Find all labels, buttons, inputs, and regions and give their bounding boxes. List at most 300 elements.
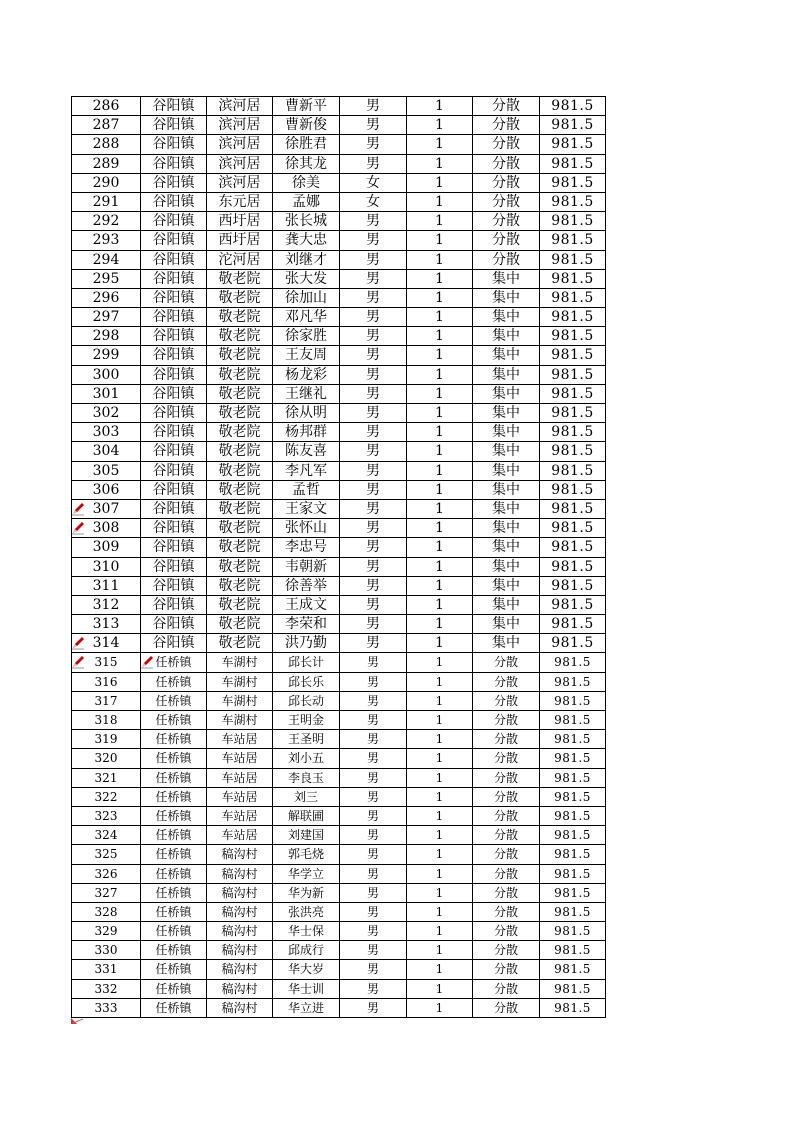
name-cell[interactable]	[273, 519, 340, 538]
count-cell[interactable]	[407, 806, 473, 825]
gender-cell[interactable]	[340, 173, 407, 192]
name-cell[interactable]	[273, 97, 340, 116]
village-cell[interactable]	[207, 653, 273, 672]
name-cell[interactable]	[273, 634, 340, 653]
village-cell[interactable]	[207, 442, 273, 461]
town-cell[interactable]	[141, 615, 207, 634]
count-cell[interactable]	[407, 922, 473, 941]
amount-cell[interactable]	[540, 461, 606, 480]
count-cell[interactable]	[407, 269, 473, 288]
row-number[interactable]	[72, 672, 141, 691]
gender-cell[interactable]	[340, 519, 407, 538]
amount-cell[interactable]	[540, 979, 606, 998]
mode-cell[interactable]	[473, 173, 540, 192]
gender-cell[interactable]	[340, 845, 407, 864]
town-cell[interactable]	[141, 154, 207, 173]
gender-cell[interactable]	[340, 672, 407, 691]
mode-cell[interactable]	[473, 192, 540, 211]
count-cell[interactable]	[407, 308, 473, 327]
mode-cell[interactable]	[473, 231, 540, 250]
town-cell[interactable]	[141, 116, 207, 135]
gender-cell[interactable]	[340, 691, 407, 710]
count-cell[interactable]	[407, 116, 473, 135]
count-cell[interactable]	[407, 864, 473, 883]
town-cell[interactable]	[141, 192, 207, 211]
mode-cell[interactable]	[473, 653, 540, 672]
row-number[interactable]	[72, 595, 141, 614]
row-number[interactable]	[72, 691, 141, 710]
row-number[interactable]	[72, 864, 141, 883]
gender-cell[interactable]	[340, 634, 407, 653]
gender-cell[interactable]	[340, 711, 407, 730]
amount-cell[interactable]	[540, 595, 606, 614]
amount-cell[interactable]	[540, 806, 606, 825]
name-cell[interactable]	[273, 806, 340, 825]
count-cell[interactable]	[407, 730, 473, 749]
mode-cell[interactable]	[473, 423, 540, 442]
amount-cell[interactable]	[540, 212, 606, 231]
row-number[interactable]	[72, 979, 141, 998]
count-cell[interactable]	[407, 615, 473, 634]
name-cell[interactable]	[273, 269, 340, 288]
name-cell[interactable]	[273, 595, 340, 614]
village-cell[interactable]	[207, 557, 273, 576]
town-cell[interactable]	[141, 941, 207, 960]
village-cell[interactable]	[207, 327, 273, 346]
mode-cell[interactable]	[473, 557, 540, 576]
village-cell[interactable]	[207, 384, 273, 403]
gender-cell[interactable]	[340, 806, 407, 825]
count-cell[interactable]	[407, 346, 473, 365]
gender-cell[interactable]	[340, 826, 407, 845]
row-number[interactable]	[72, 768, 141, 787]
count-cell[interactable]	[407, 480, 473, 499]
row-number[interactable]	[72, 749, 141, 768]
mode-cell[interactable]	[473, 615, 540, 634]
gender-cell[interactable]	[340, 308, 407, 327]
amount-cell[interactable]	[540, 576, 606, 595]
village-cell[interactable]	[207, 595, 273, 614]
name-cell[interactable]	[273, 653, 340, 672]
count-cell[interactable]	[407, 404, 473, 423]
count-cell[interactable]	[407, 826, 473, 845]
gender-cell[interactable]	[340, 461, 407, 480]
village-cell[interactable]	[207, 499, 273, 518]
amount-cell[interactable]	[540, 384, 606, 403]
count-cell[interactable]	[407, 768, 473, 787]
count-cell[interactable]	[407, 288, 473, 307]
mode-cell[interactable]	[473, 883, 540, 902]
gender-cell[interactable]	[340, 960, 407, 979]
town-cell[interactable]	[141, 346, 207, 365]
comment-pencil-icon[interactable]	[72, 655, 86, 669]
village-cell[interactable]	[207, 902, 273, 921]
name-cell[interactable]	[273, 979, 340, 998]
row-number[interactable]	[72, 365, 141, 384]
town-cell[interactable]	[141, 404, 207, 423]
amount-cell[interactable]	[540, 327, 606, 346]
mode-cell[interactable]	[473, 864, 540, 883]
gender-cell[interactable]	[340, 883, 407, 902]
mode-cell[interactable]	[473, 365, 540, 384]
row-number[interactable]	[72, 711, 141, 730]
name-cell[interactable]	[273, 672, 340, 691]
amount-cell[interactable]	[540, 480, 606, 499]
name-cell[interactable]	[273, 173, 340, 192]
town-cell[interactable]	[141, 250, 207, 269]
row-number[interactable]	[72, 883, 141, 902]
row-number[interactable]	[72, 576, 141, 595]
village-cell[interactable]	[207, 749, 273, 768]
name-cell[interactable]	[273, 423, 340, 442]
town-cell[interactable]	[141, 653, 207, 672]
name-cell[interactable]	[273, 845, 340, 864]
name-cell[interactable]	[273, 480, 340, 499]
row-number[interactable]	[72, 806, 141, 825]
name-cell[interactable]	[273, 711, 340, 730]
name-cell[interactable]	[273, 864, 340, 883]
amount-cell[interactable]	[540, 404, 606, 423]
gender-cell[interactable]	[340, 730, 407, 749]
gender-cell[interactable]	[340, 749, 407, 768]
row-number[interactable]	[72, 269, 141, 288]
gender-cell[interactable]	[340, 922, 407, 941]
amount-cell[interactable]	[540, 845, 606, 864]
count-cell[interactable]	[407, 442, 473, 461]
gender-cell[interactable]	[340, 576, 407, 595]
amount-cell[interactable]	[540, 691, 606, 710]
amount-cell[interactable]	[540, 231, 606, 250]
mode-cell[interactable]	[473, 634, 540, 653]
mode-cell[interactable]	[473, 519, 540, 538]
town-cell[interactable]	[141, 979, 207, 998]
mode-cell[interactable]	[473, 288, 540, 307]
amount-cell[interactable]	[540, 192, 606, 211]
count-cell[interactable]	[407, 653, 473, 672]
mode-cell[interactable]	[473, 998, 540, 1017]
count-cell[interactable]	[407, 711, 473, 730]
town-cell[interactable]	[141, 480, 207, 499]
town-cell[interactable]	[141, 787, 207, 806]
amount-cell[interactable]	[540, 97, 606, 116]
town-cell[interactable]	[141, 365, 207, 384]
town-cell[interactable]	[141, 499, 207, 518]
row-number[interactable]	[72, 212, 141, 231]
row-number[interactable]	[72, 922, 141, 941]
row-number[interactable]	[72, 845, 141, 864]
row-number[interactable]	[72, 442, 141, 461]
mode-cell[interactable]	[473, 327, 540, 346]
row-number[interactable]	[72, 231, 141, 250]
name-cell[interactable]	[273, 615, 340, 634]
name-cell[interactable]	[273, 749, 340, 768]
town-cell[interactable]	[141, 557, 207, 576]
amount-cell[interactable]	[540, 730, 606, 749]
town-cell[interactable]	[141, 845, 207, 864]
gender-cell[interactable]	[340, 116, 407, 135]
village-cell[interactable]	[207, 154, 273, 173]
gender-cell[interactable]	[340, 423, 407, 442]
mode-cell[interactable]	[473, 672, 540, 691]
town-cell[interactable]	[141, 135, 207, 154]
mode-cell[interactable]	[473, 826, 540, 845]
name-cell[interactable]	[273, 327, 340, 346]
gender-cell[interactable]	[340, 250, 407, 269]
row-number[interactable]	[72, 384, 141, 403]
row-number[interactable]	[72, 480, 141, 499]
amount-cell[interactable]	[540, 960, 606, 979]
amount-cell[interactable]	[540, 653, 606, 672]
mode-cell[interactable]	[473, 711, 540, 730]
mode-cell[interactable]	[473, 960, 540, 979]
gender-cell[interactable]	[340, 653, 407, 672]
mode-cell[interactable]	[473, 595, 540, 614]
count-cell[interactable]	[407, 423, 473, 442]
town-cell[interactable]	[141, 308, 207, 327]
count-cell[interactable]	[407, 998, 473, 1017]
name-cell[interactable]	[273, 461, 340, 480]
count-cell[interactable]	[407, 749, 473, 768]
count-cell[interactable]	[407, 250, 473, 269]
row-number[interactable]	[72, 250, 141, 269]
amount-cell[interactable]	[540, 154, 606, 173]
village-cell[interactable]	[207, 192, 273, 211]
amount-cell[interactable]	[540, 998, 606, 1017]
gender-cell[interactable]	[340, 231, 407, 250]
amount-cell[interactable]	[540, 135, 606, 154]
town-cell[interactable]	[141, 902, 207, 921]
amount-cell[interactable]	[540, 883, 606, 902]
mode-cell[interactable]	[473, 845, 540, 864]
row-number[interactable]	[72, 288, 141, 307]
count-cell[interactable]	[407, 595, 473, 614]
row-number[interactable]	[72, 538, 141, 557]
name-cell[interactable]	[273, 902, 340, 921]
count-cell[interactable]	[407, 883, 473, 902]
mode-cell[interactable]	[473, 346, 540, 365]
village-cell[interactable]	[207, 308, 273, 327]
village-cell[interactable]	[207, 960, 273, 979]
mode-cell[interactable]	[473, 97, 540, 116]
amount-cell[interactable]	[540, 749, 606, 768]
gender-cell[interactable]	[340, 212, 407, 231]
mode-cell[interactable]	[473, 154, 540, 173]
mode-cell[interactable]	[473, 135, 540, 154]
village-cell[interactable]	[207, 231, 273, 250]
name-cell[interactable]	[273, 308, 340, 327]
town-cell[interactable]	[141, 634, 207, 653]
town-cell[interactable]	[141, 212, 207, 231]
village-cell[interactable]	[207, 212, 273, 231]
row-number[interactable]	[72, 902, 141, 921]
village-cell[interactable]	[207, 691, 273, 710]
village-cell[interactable]	[207, 922, 273, 941]
row-number[interactable]	[72, 327, 141, 346]
village-cell[interactable]	[207, 998, 273, 1017]
row-number[interactable]	[72, 423, 141, 442]
village-cell[interactable]	[207, 634, 273, 653]
gender-cell[interactable]	[340, 384, 407, 403]
gender-cell[interactable]	[340, 979, 407, 998]
town-cell[interactable]	[141, 998, 207, 1017]
gender-cell[interactable]	[340, 615, 407, 634]
town-cell[interactable]	[141, 442, 207, 461]
count-cell[interactable]	[407, 672, 473, 691]
count-cell[interactable]	[407, 212, 473, 231]
mode-cell[interactable]	[473, 308, 540, 327]
gender-cell[interactable]	[340, 998, 407, 1017]
name-cell[interactable]	[273, 231, 340, 250]
name-cell[interactable]	[273, 346, 340, 365]
amount-cell[interactable]	[540, 941, 606, 960]
mode-cell[interactable]	[473, 116, 540, 135]
town-cell[interactable]	[141, 711, 207, 730]
town-cell[interactable]	[141, 922, 207, 941]
name-cell[interactable]	[273, 730, 340, 749]
amount-cell[interactable]	[540, 346, 606, 365]
town-cell[interactable]	[141, 269, 207, 288]
gender-cell[interactable]	[340, 442, 407, 461]
name-cell[interactable]	[273, 154, 340, 173]
name-cell[interactable]	[273, 538, 340, 557]
village-cell[interactable]	[207, 173, 273, 192]
gender-cell[interactable]	[340, 192, 407, 211]
village-cell[interactable]	[207, 423, 273, 442]
amount-cell[interactable]	[540, 864, 606, 883]
village-cell[interactable]	[207, 269, 273, 288]
mode-cell[interactable]	[473, 806, 540, 825]
village-cell[interactable]	[207, 519, 273, 538]
village-cell[interactable]	[207, 826, 273, 845]
amount-cell[interactable]	[540, 250, 606, 269]
gender-cell[interactable]	[340, 269, 407, 288]
gender-cell[interactable]	[340, 902, 407, 921]
town-cell[interactable]	[141, 864, 207, 883]
town-cell[interactable]	[141, 538, 207, 557]
gender-cell[interactable]	[340, 941, 407, 960]
village-cell[interactable]	[207, 135, 273, 154]
town-cell[interactable]	[141, 730, 207, 749]
name-cell[interactable]	[273, 365, 340, 384]
town-cell[interactable]	[141, 595, 207, 614]
row-number[interactable]	[72, 192, 141, 211]
village-cell[interactable]	[207, 250, 273, 269]
mode-cell[interactable]	[473, 212, 540, 231]
count-cell[interactable]	[407, 634, 473, 653]
name-cell[interactable]	[273, 576, 340, 595]
mode-cell[interactable]	[473, 404, 540, 423]
count-cell[interactable]	[407, 960, 473, 979]
mode-cell[interactable]	[473, 691, 540, 710]
village-cell[interactable]	[207, 288, 273, 307]
amount-cell[interactable]	[540, 499, 606, 518]
name-cell[interactable]	[273, 998, 340, 1017]
name-cell[interactable]	[273, 922, 340, 941]
name-cell[interactable]	[273, 691, 340, 710]
mode-cell[interactable]	[473, 576, 540, 595]
count-cell[interactable]	[407, 902, 473, 921]
village-cell[interactable]	[207, 787, 273, 806]
town-cell[interactable]	[141, 327, 207, 346]
gender-cell[interactable]	[340, 346, 407, 365]
row-number[interactable]	[72, 998, 141, 1017]
count-cell[interactable]	[407, 499, 473, 518]
mode-cell[interactable]	[473, 979, 540, 998]
gender-cell[interactable]	[340, 288, 407, 307]
count-cell[interactable]	[407, 787, 473, 806]
row-number[interactable]	[72, 960, 141, 979]
mode-cell[interactable]	[473, 787, 540, 806]
mode-cell[interactable]	[473, 538, 540, 557]
gender-cell[interactable]	[340, 480, 407, 499]
gender-cell[interactable]	[340, 557, 407, 576]
mode-cell[interactable]	[473, 269, 540, 288]
village-cell[interactable]	[207, 576, 273, 595]
count-cell[interactable]	[407, 576, 473, 595]
town-cell[interactable]	[141, 519, 207, 538]
town-cell[interactable]	[141, 806, 207, 825]
row-number[interactable]	[72, 941, 141, 960]
gender-cell[interactable]	[340, 768, 407, 787]
count-cell[interactable]	[407, 97, 473, 116]
amount-cell[interactable]	[540, 423, 606, 442]
village-cell[interactable]	[207, 806, 273, 825]
village-cell[interactable]	[207, 730, 273, 749]
amount-cell[interactable]	[540, 116, 606, 135]
mode-cell[interactable]	[473, 250, 540, 269]
name-cell[interactable]	[273, 768, 340, 787]
gender-cell[interactable]	[340, 327, 407, 346]
row-number[interactable]	[72, 615, 141, 634]
amount-cell[interactable]	[540, 519, 606, 538]
gender-cell[interactable]	[340, 97, 407, 116]
count-cell[interactable]	[407, 941, 473, 960]
town-cell[interactable]	[141, 672, 207, 691]
mode-cell[interactable]	[473, 941, 540, 960]
row-number[interactable]	[72, 826, 141, 845]
amount-cell[interactable]	[540, 442, 606, 461]
row-number[interactable]	[72, 173, 141, 192]
gender-cell[interactable]	[340, 787, 407, 806]
village-cell[interactable]	[207, 979, 273, 998]
amount-cell[interactable]	[540, 902, 606, 921]
amount-cell[interactable]	[540, 672, 606, 691]
village-cell[interactable]	[207, 845, 273, 864]
amount-cell[interactable]	[540, 711, 606, 730]
row-number[interactable]	[72, 346, 141, 365]
amount-cell[interactable]	[540, 634, 606, 653]
mode-cell[interactable]	[473, 384, 540, 403]
row-number[interactable]	[72, 97, 141, 116]
name-cell[interactable]	[273, 404, 340, 423]
name-cell[interactable]	[273, 826, 340, 845]
village-cell[interactable]	[207, 404, 273, 423]
count-cell[interactable]	[407, 154, 473, 173]
town-cell[interactable]	[141, 960, 207, 979]
mode-cell[interactable]	[473, 902, 540, 921]
comment-pencil-icon[interactable]	[141, 655, 155, 669]
town-cell[interactable]	[141, 173, 207, 192]
mode-cell[interactable]	[473, 730, 540, 749]
name-cell[interactable]	[273, 212, 340, 231]
comment-pencil-icon[interactable]	[72, 636, 86, 650]
count-cell[interactable]	[407, 538, 473, 557]
village-cell[interactable]	[207, 538, 273, 557]
row-number[interactable]	[72, 116, 141, 135]
town-cell[interactable]	[141, 749, 207, 768]
count-cell[interactable]	[407, 557, 473, 576]
amount-cell[interactable]	[540, 787, 606, 806]
